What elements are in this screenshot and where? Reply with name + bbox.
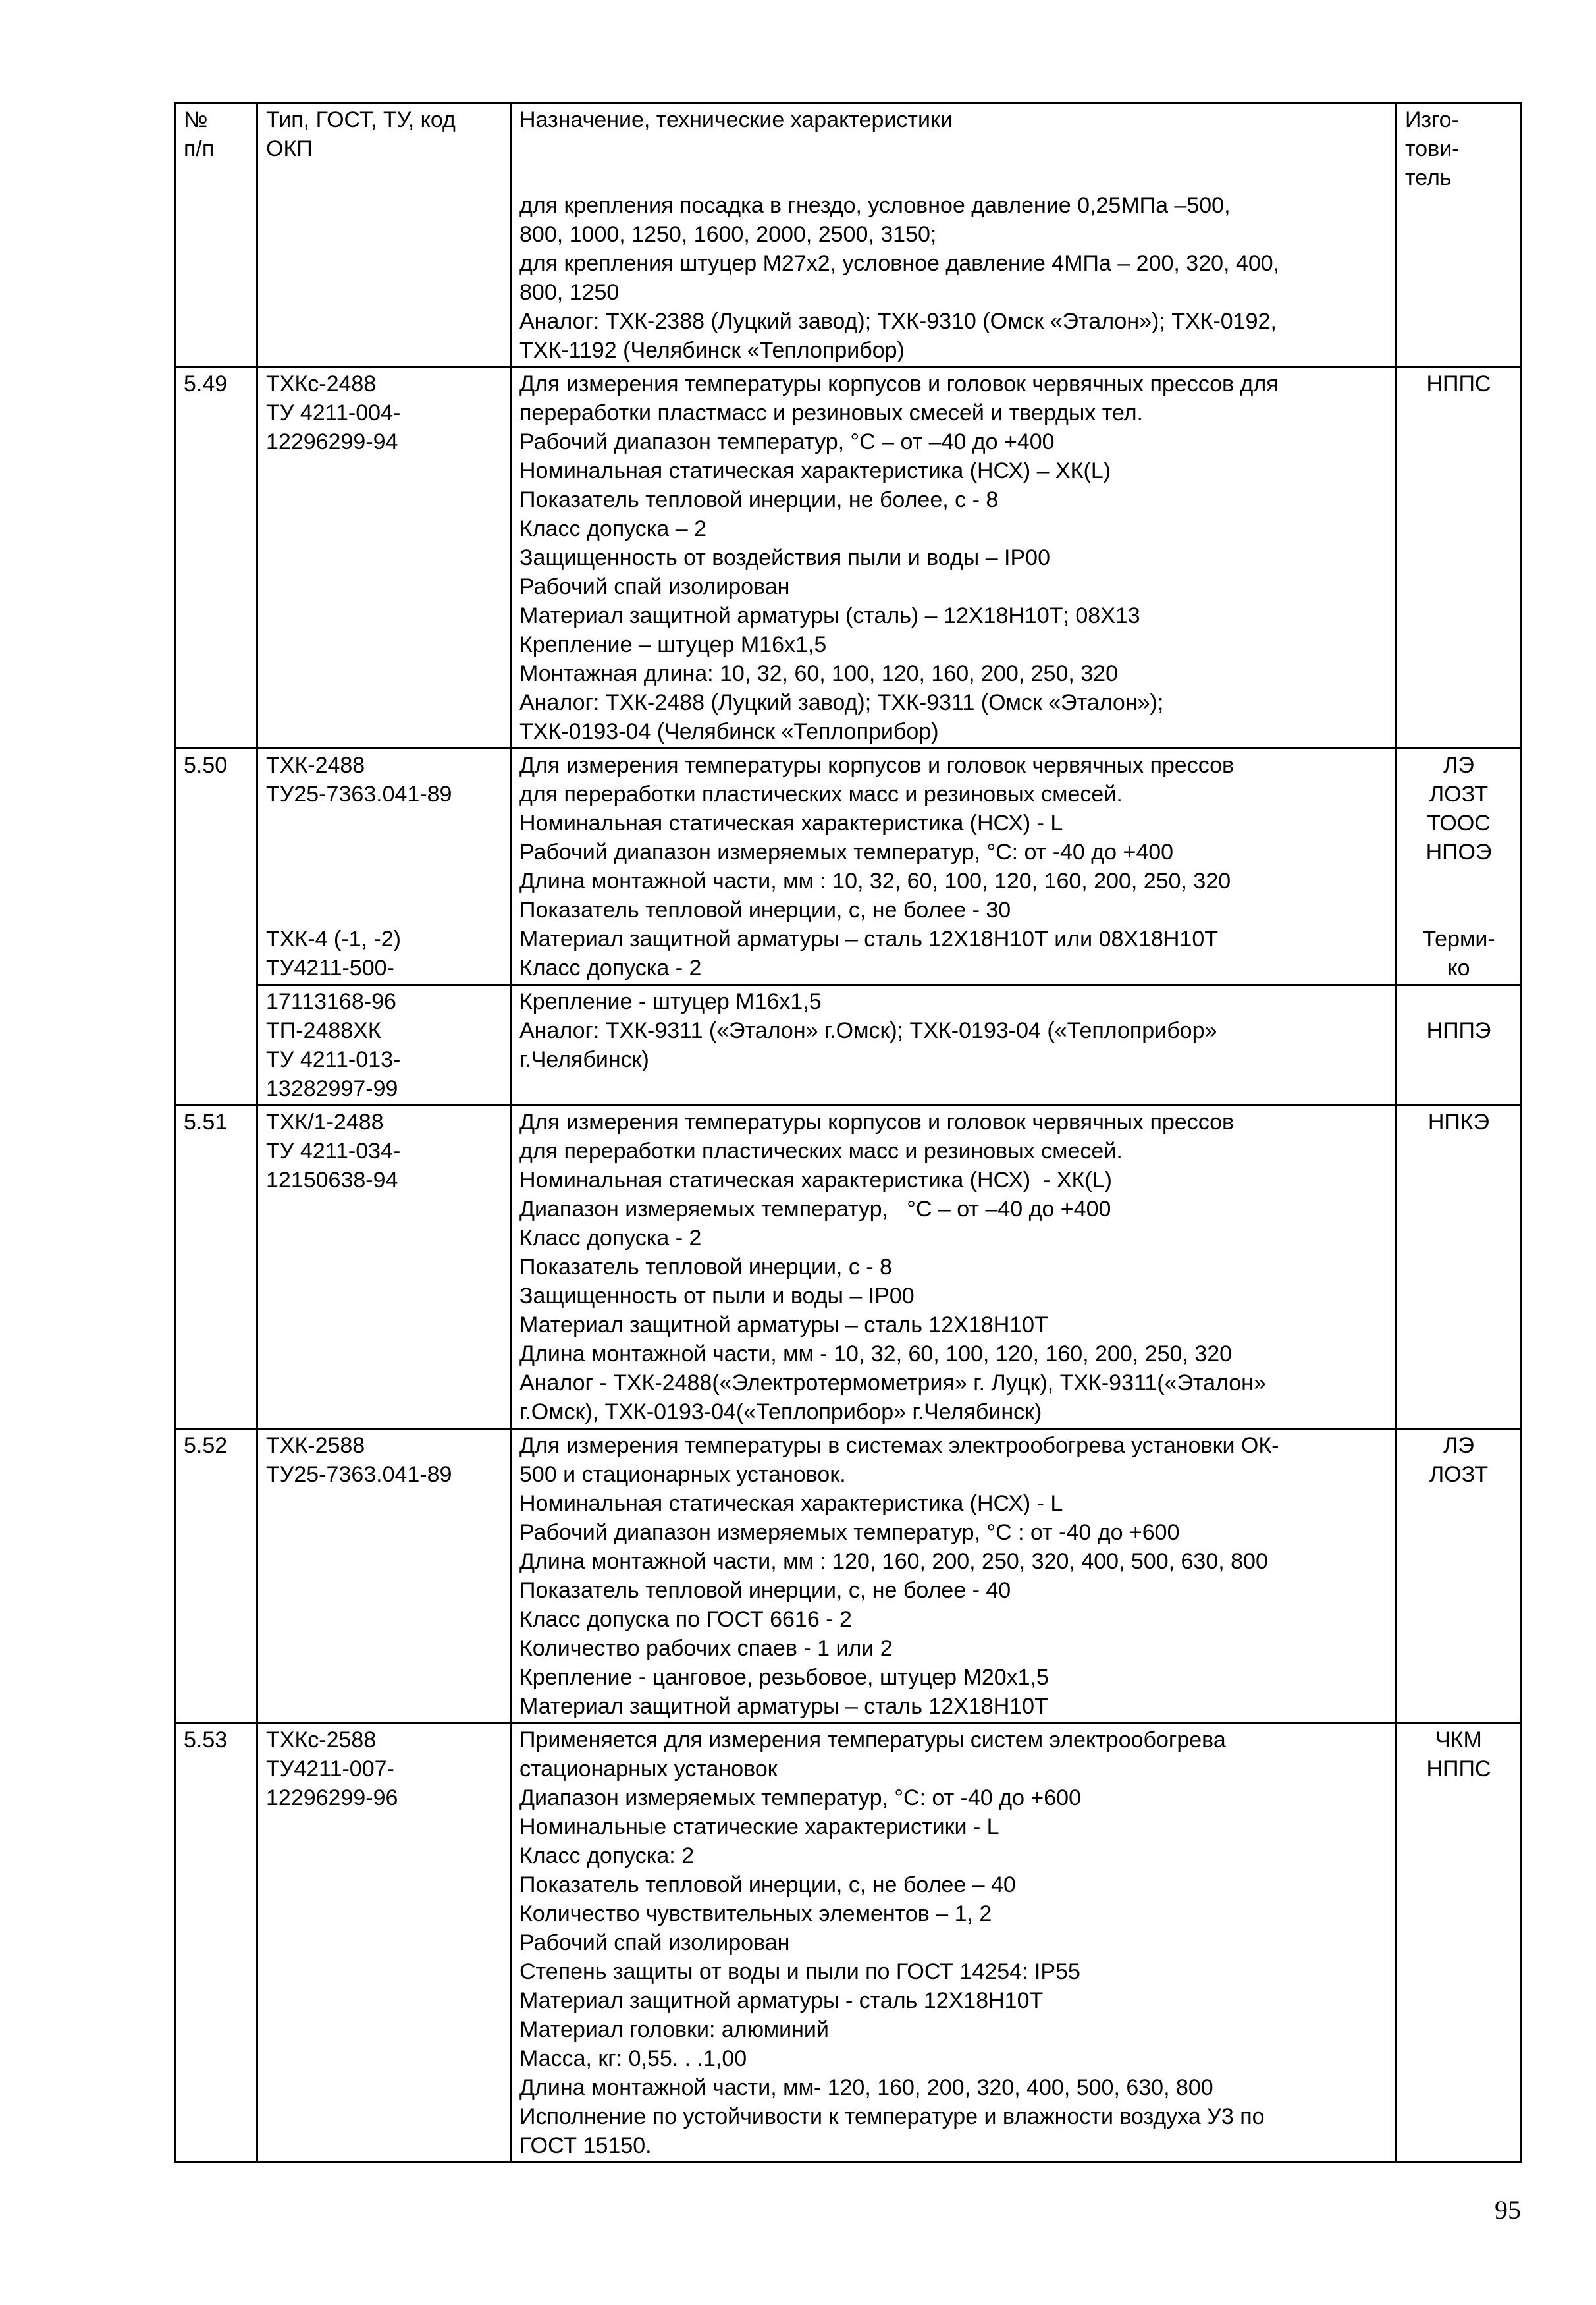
row-maker: ЧКМ НППС bbox=[1396, 1723, 1522, 2163]
row-maker: ЛЭ ЛОЗТ bbox=[1396, 1429, 1522, 1723]
continuation-desc: для крепления посадка в гнездо, условное давление 0,25МПа –500, 800, 1000, 1250, 1600, 2000, 2500, 3150; для крепления штуцер М27х2, условное давление 4МПа – 200, 320, 400, 800, 1250 Аналог: ТХК-2388 (Луцкий завод); ТХК-9310 (Омск «Эталон»); ТХК-0192, ТХК-1192 (Челябинск «Теплоприбор) bbox=[511, 165, 1396, 367]
header-desc: Назначение, технические характеристики bbox=[511, 103, 1396, 165]
row-number: 5.50 bbox=[175, 749, 257, 1106]
page-number: 95 bbox=[1495, 2195, 1521, 2225]
row-maker: НППЭ bbox=[1396, 985, 1522, 1106]
continuation-row bbox=[175, 165, 1522, 367]
table-row bbox=[175, 367, 1522, 749]
table-row bbox=[175, 1429, 1522, 1723]
row-maker: ЛЭ ЛОЗТ ТООС НПОЭ Терми- ко bbox=[1396, 749, 1522, 985]
row-type: ТХК-2588 ТУ25-7363.041-89 bbox=[257, 1429, 511, 1723]
row-number: 5.53 bbox=[175, 1723, 257, 2163]
row-description: Крепление - штуцер М16х1,5 Аналог: ТХК-9311 («Эталон» г.Омск); ТХК-0193-04 («Теплоприбор» г.Челябинск) bbox=[511, 985, 1396, 1106]
header-row bbox=[175, 103, 1522, 165]
table-row bbox=[175, 749, 1522, 985]
row-maker: НПКЭ bbox=[1396, 1106, 1522, 1429]
header-type: Тип, ГОСТ, ТУ, код ОКП bbox=[257, 103, 511, 165]
row-type: 17113168-96 ТП-2488ХК ТУ 4211-013- 13282997-99 bbox=[257, 985, 511, 1106]
row-description: Для измерения температуры в системах электрообогрева установки ОК- 500 и стационарных установок. Номинальная статическая характеристика (НСХ) - L Рабочий диапазон измеряемых температур, °С : от -40 до +600 Длина монтажной части, мм : 120, 160, 200, 250, 320, 400, 500, 630, 800 Показатель тепловой инерции, с, не более - 40 Класс допуска по ГОСТ 6616 - 2 Количество рабочих спаев - 1 или 2 Крепление - цанговое, резьбовое, штуцер М20х1,5 Материал защитной арматуры – сталь 12Х18Н10Т bbox=[511, 1429, 1396, 1723]
table-row bbox=[175, 1106, 1522, 1429]
continuation-num bbox=[175, 165, 257, 367]
row-maker: НППС bbox=[1396, 367, 1522, 749]
row-number: 5.49 bbox=[175, 367, 257, 749]
header-num: № п/п bbox=[175, 103, 257, 165]
row-type: ТХКс-2488 ТУ 4211-004- 12296299-94 bbox=[257, 367, 511, 749]
row-description: Для измерения температуры корпусов и головок червячных прессов для переработки пластических масс и резиновых смесей. Номинальная статическая характеристика (НСХ) - ХК(L) Диапазон измеряемых температур, °С – от –40 до +400 Класс допуска - 2 Показатель тепловой инерции, с - 8 Защищенность от пыли и воды – IP00 Материал защитной арматуры – сталь 12Х18Н10Т Длина монтажной части, мм - 10, 32, 60, 100, 120, 160, 200, 250, 320 Аналог - ТХК-2488(«Электротермометрия» г. Луцк), ТХК-9311(«Эталон» г.Омск), ТХК-0193-04(«Теплоприбор» г.Челябинск) bbox=[511, 1106, 1396, 1429]
row-type: ТХКс-2588 ТУ4211-007- 12296299-96 bbox=[257, 1723, 511, 2163]
table-row bbox=[175, 1723, 1522, 2163]
row-number: 5.52 bbox=[175, 1429, 257, 1723]
row-type: ТХК/1-2488 ТУ 4211-034- 12150638-94 bbox=[257, 1106, 511, 1429]
row-number: 5.51 bbox=[175, 1106, 257, 1429]
header-maker: Изго- тови- тель bbox=[1396, 103, 1522, 367]
row-description: Применяется для измерения температуры систем электрообогрева стационарных установок Диапазон измеряемых температур, °С: от -40 до +600 Номинальные статические характеристики - L Класс допуска: 2 Показатель тепловой инерции, с, не более – 40 Количество чувствительных элементов – 1, 2 Рабочий спай изолирован Степень защиты от воды и пыли по ГОСТ 14254: IP55 Материал защитной арматуры - сталь 12Х18Н10Т Материал головки: алюминий Масса, кг: 0,55. . .1,00 Длина монтажной части, мм- 120, 160, 200, 320, 400, 500, 630, 800 Исполнение по устойчивости к температуре и влажности воздуха У3 по ГОСТ 15150. bbox=[511, 1723, 1396, 2163]
row-description: Для измерения температуры корпусов и головок червячных прессов для переработки пластических масс и резиновых смесей. Номинальная статическая характеристика (НСХ) - L Рабочий диапазон измеряемых температур, °С: от -40 до +400 Длина монтажной части, мм : 10, 32, 60, 100, 120, 160, 200, 250, 320 Показатель тепловой инерции, с, не более - 30 Материал защитной арматуры – сталь 12Х18Н10Т или 08Х18Н10Т Класс допуска - 2 bbox=[511, 749, 1396, 985]
row-description: Для измерения температуры корпусов и головок червячных прессов для переработки пластмасс и резиновых смесей и твердых тел. Рабочий диапазон температур, °С – от –40 до +400 Номинальная статическая характеристика (НСХ) – ХК(L) Показатель тепловой инерции, не более, с - 8 Класс допуска – 2 Защищенность от воздействия пыли и воды – IP00 Рабочий спай изолирован Материал защитной арматуры (сталь) – 12Х18Н10Т; 08Х13 Крепление – штуцер М16х1,5 Монтажная длина: 10, 32, 60, 100, 120, 160, 200, 250, 320 Аналог: ТХК-2488 (Луцкий завод); ТХК-9311 (Омск «Эталон»); ТХК-0193-04 (Челябинск «Теплоприбор) bbox=[511, 367, 1396, 749]
continuation-type bbox=[257, 165, 511, 367]
row-type: ТХК-2488 ТУ25-7363.041-89 ТХК-4 (-1, -2) ТУ4211-500- bbox=[257, 749, 511, 985]
specs-table bbox=[174, 102, 1522, 2163]
table-row bbox=[175, 985, 1522, 1106]
